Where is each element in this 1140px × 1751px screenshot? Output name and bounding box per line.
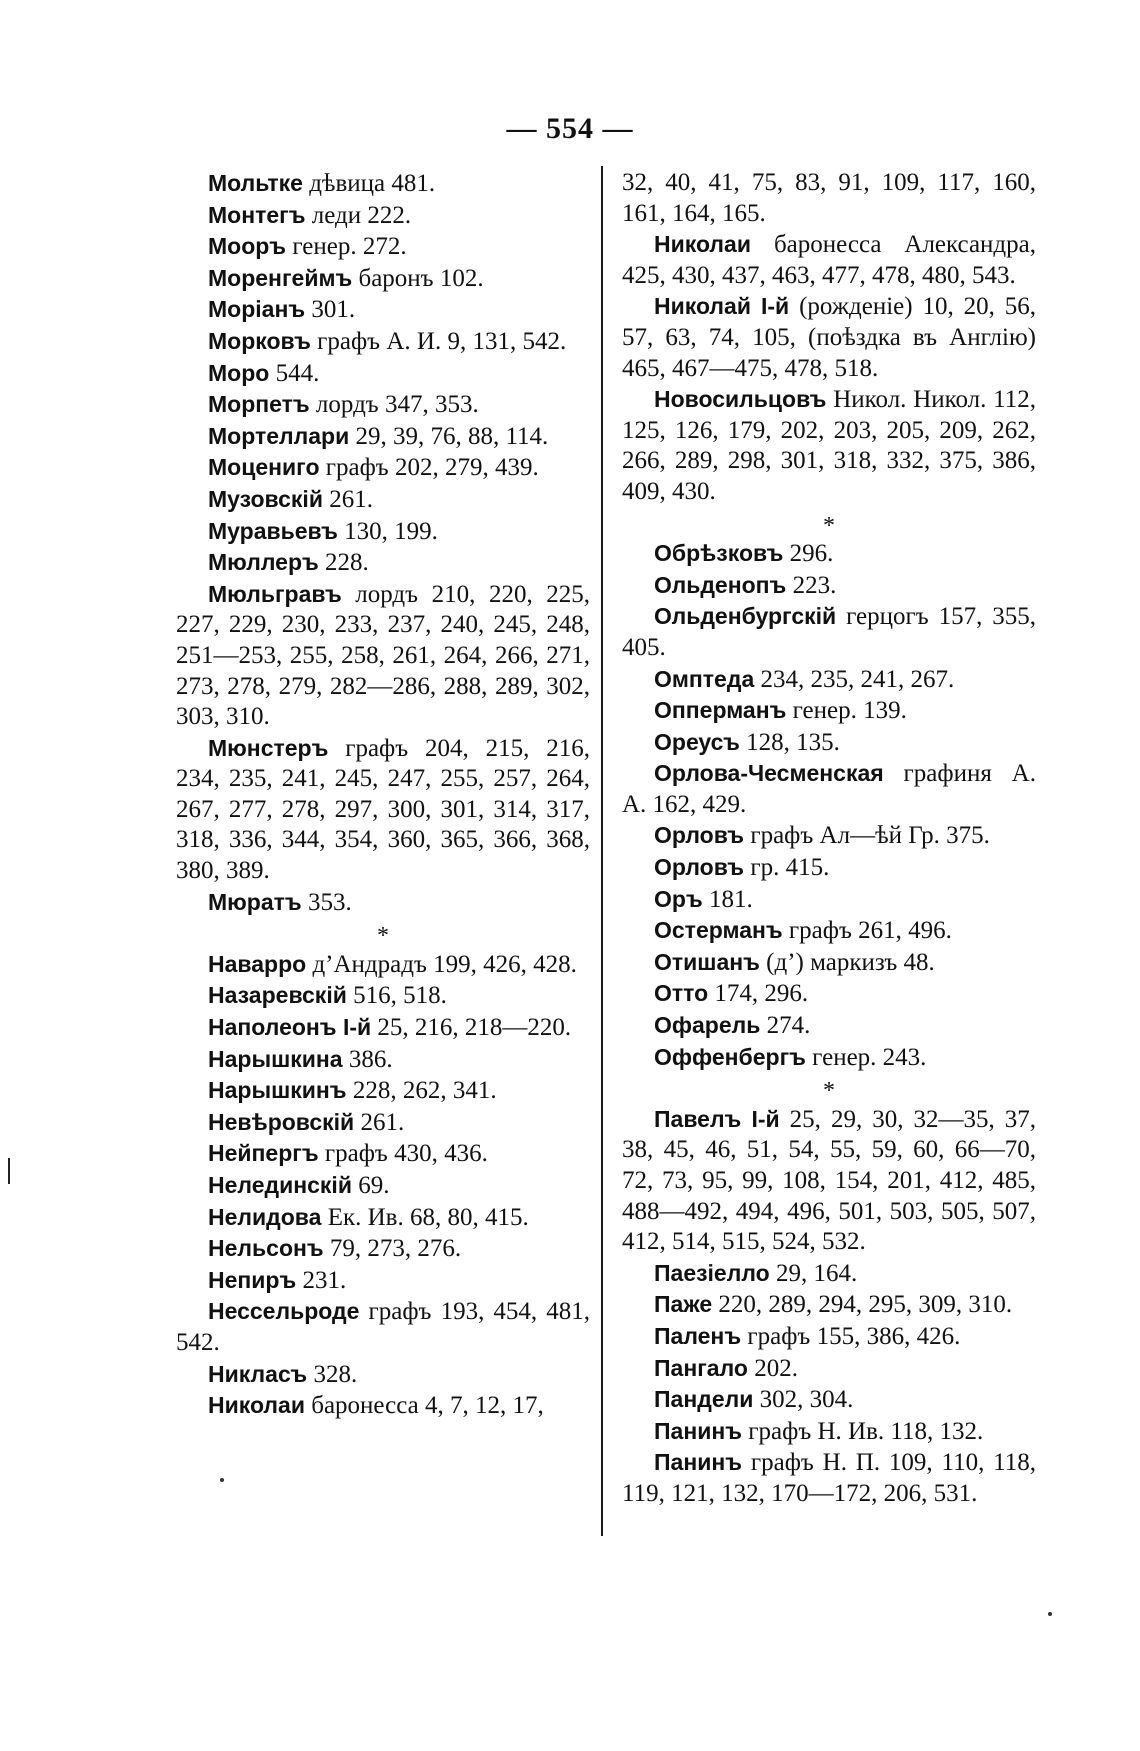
index-entry [622,1416,1036,1448]
entry-name: Николай І-й [654,293,790,320]
index-entry [176,263,590,295]
entry-pages: лордъ 210, 220, 225, 227, 229, 230, 233, 237, 240, 245, 248, 251—253, 255, 258, 261, 264, 266, 271, 273, 278, 279, 282—286, 288, 289, 302, 303, 310. [176,580,590,731]
entry-pages: 261. [354,1108,405,1136]
entry-name: Морпетъ [208,391,310,418]
entry-pages: графъ 430, 436. [318,1140,488,1168]
entry-pages: 128, 135. [739,728,840,756]
entry-name: Мюльгравъ [208,580,342,607]
entry-pages: 301. [305,296,356,324]
entry-pages: леди 222. [305,201,412,229]
index-entry [622,1104,1036,1258]
entry-pages: 29, 164. [769,1259,858,1287]
margin-mark [8,1158,10,1184]
index-entry [622,1353,1036,1385]
entry-pages: графъ 261, 496. [782,917,952,945]
entry-pages: 234, 235, 241, 267. [754,665,955,693]
index-entry [176,1170,590,1202]
index-entry [622,570,1036,602]
entry-pages: 29, 39, 76, 88, 114. [349,422,549,450]
entry-name: Нарышкинъ [208,1077,347,1104]
index-entry [622,915,1036,947]
entry-name: Назаревскій [208,982,347,1009]
index-entry [622,384,1036,507]
entry-name: Ольденопъ [654,571,787,598]
index-entry [176,547,590,579]
index-entry [622,1010,1036,1042]
entry-pages: Никол. Никол. 112, 125, 126, 179, 202, 203, 205, 209, 262, 266, 289, 298, 301, 318, 332, 375, 386, 409, 430. [622,386,1036,505]
entry-name: Орловъ [654,822,745,849]
index-entry [622,947,1036,979]
index-entry [622,1321,1036,1353]
entry-pages: 228, 262, 341. [346,1077,497,1105]
index-entry [176,733,590,887]
entry-pages: (д’) маркизъ 48. [759,948,935,976]
index-entry [176,1012,590,1044]
entry-pages: 202. [747,1354,798,1382]
entry-name: Ольденбургскій [654,603,837,630]
entry-pages: генер. 243. [805,1043,927,1071]
speck-mark [220,1478,224,1482]
entry-pages: 32, 40, 41, 75, 83, 91, 109, 117, 160, 161, 164, 165. [622,169,1036,227]
entry-pages: герцогъ 157, 355, 405. [622,603,1036,661]
index-entry [176,1138,590,1170]
entry-pages: баронъ 102. [352,264,484,292]
entry-name: Монтегъ [208,201,306,228]
section-separator: * [823,512,835,539]
entry-pages: Ек. Ив. 68, 80, 415. [321,1203,529,1231]
entry-name: Нессельроде [208,1298,360,1325]
entry-name: Мооръ [208,233,287,260]
index-entry [622,1384,1036,1416]
entry-name: Мортеллари [208,422,350,449]
entry-pages: 130, 199. [337,517,438,545]
entry-name: Отишанъ [654,948,760,975]
entry-name: Нелединскій [208,1172,352,1198]
index-entry [176,1359,590,1391]
entry-pages: графъ 204, 215, 216, 234, 235, 241, 245, 247, 255, 257, 264, 267, 277, 278, 297, 300, 301, 314, 317, 318, 336, 344, 354, 360, 365, 366, 368, 380, 389. [176,734,590,885]
entry-name: Паже [654,1291,713,1318]
entry-pages: 302, 304. [753,1386,854,1414]
entry-pages: графъ А. И. 9, 131, 542. [310,327,567,355]
entry-name: Моцениго [208,454,320,481]
entry-name: Наварро [208,950,307,977]
entry-pages: 79, 273, 276. [323,1235,462,1263]
section-separator: * [377,923,389,950]
entry-name: Паезіелло [654,1259,770,1286]
index-entry [176,949,590,981]
entry-name: Николаи [654,231,751,258]
index-entry [176,294,590,326]
entry-pages: баронесса Александра, 425, 430, 437, 463, 477, 478, 480, 543. [622,231,1036,289]
entry-name: Отто [654,980,709,1007]
index-entry [622,229,1036,291]
entry-pages: 25, 29, 30, 32—35, 37, 38, 45, 46, 51, 54, 55, 59, 60, 66—70, 72, 73, 95, 99, 108, 154, 201, 412, 485, 488—492, 494, 496, 501, 503, 505, 507, 412, 514, 515, 524, 532. [622,1105,1036,1256]
index-entry [622,168,1036,229]
index-entry [176,1044,590,1076]
entry-pages: баронесса 4, 7, 12, 17, [304,1392,544,1420]
entry-pages: 223. [786,571,837,599]
entry-pages: графъ Ал—ѣй Гр. 375. [744,822,990,850]
entry-name: Оръ [654,885,703,912]
index-entry [176,1202,590,1234]
entry-pages: 25, 216, 218—220. [371,1014,572,1042]
entry-pages: 220, 289, 294, 295, 309, 310. [712,1291,1013,1319]
entry-name: Наполеонъ І-й [208,1014,372,1041]
index-entry [176,1265,590,1297]
index-entry [176,1296,590,1358]
entry-name: Ореусъ [654,728,740,755]
index-entry [622,1289,1036,1321]
index-entry [176,887,590,919]
entry-name: Обрѣзковъ [654,540,784,567]
index-entry [622,758,1036,820]
index-entry [622,1447,1036,1509]
index-entry [622,664,1036,696]
entry-name: Пандели [654,1386,754,1413]
entry-pages: лордъ 347, 353. [309,391,479,419]
entry-name: Паленъ [654,1322,742,1349]
entry-name: Мюратъ [208,888,302,915]
entry-pages: 353. [301,888,352,916]
entry-pages: 228. [318,549,369,577]
entry-name: Панинъ [654,1449,743,1476]
entry-pages: 69. [351,1172,390,1199]
index-column-right [622,168,1036,1510]
entry-pages: 386. [342,1045,393,1073]
index-entry [176,980,590,1012]
entry-name: Николаи [208,1392,305,1419]
entry-pages: 296. [783,540,834,568]
index-entry [176,1390,590,1422]
index-entry [622,978,1036,1010]
entry-name: Мюллеръ [208,549,319,576]
entry-pages: графъ Н. Ив. 118, 132. [742,1417,984,1445]
entry-name: Панинъ [654,1417,743,1444]
entry-name: Нарышкина [208,1045,343,1072]
entry-name: Невѣровскій [208,1108,355,1135]
entry-pages: 516, 518. [346,982,447,1010]
entry-name: Пангало [654,1354,748,1381]
index-entry [176,358,590,390]
entry-name: Опперманъ [654,697,787,724]
section-separator: * [823,1078,835,1105]
index-entry [176,452,590,484]
index-entry [176,168,590,200]
index-entry [622,1042,1036,1074]
entry-pages: графъ 155, 386, 426. [741,1322,961,1350]
page-number: — 554 — [506,112,634,145]
entry-name: Орлова-Чесменская [654,760,884,787]
index-entry [622,695,1036,727]
index-entry [176,389,590,421]
index-entry [622,852,1036,884]
entry-pages: 274. [760,1012,811,1040]
index-entry [622,727,1036,759]
index-entry [176,326,590,358]
entry-pages: графъ Н. П. 109, 110, 118, 119, 121, 132, 170—172, 206, 531. [622,1449,1036,1507]
entry-pages: 181. [702,885,753,913]
entry-name: Омптеда [654,665,755,692]
entry-name: Остерманъ [654,917,783,944]
entry-pages: 261. [322,485,373,513]
entry-pages: генер. 272. [286,233,407,261]
entry-name: Непиръ [208,1266,297,1293]
entry-pages: 544. [269,359,320,387]
entry-pages: д’Андрадъ 199, 426, 428. [306,950,577,978]
entry-name: Музовскій [208,485,323,512]
entry-pages: графъ 202, 279, 439. [319,454,539,482]
entry-name: Никласъ [208,1360,308,1387]
entry-pages: графъ 193, 454, 481, 542. [176,1298,590,1356]
index-entry [176,579,590,733]
entry-name: Новосильцовъ [654,386,827,413]
entry-name: Нельсонъ [208,1235,324,1262]
index-entry [622,1258,1036,1290]
entry-name: Оффенбергъ [654,1043,806,1070]
index-entry [622,884,1036,916]
index-entry [176,484,590,516]
entry-name: Нелидова [208,1203,322,1230]
index-entry [176,231,590,263]
entry-name: Нейпергъ [208,1140,319,1167]
index-entry [176,516,590,548]
entry-name: Муравьевъ [208,517,338,544]
entry-pages: графиня А. А. 162, 429. [622,760,1036,818]
entry-pages: 328. [307,1360,358,1388]
index-entry [176,1107,590,1139]
index-entry [622,820,1036,852]
entry-name: Орловъ [654,854,745,881]
speck-mark [1048,1612,1052,1616]
index-entry [176,421,590,453]
entry-name: Мольтке [208,170,303,196]
entry-pages: (рожденіе) 10, 20, 56, 57, 63, 74, 105, (поѣздка въ Англію) 465, 467—475, 478, 518. [622,293,1036,382]
entry-name: Морковъ [208,327,311,354]
entry-name: Офарель [654,1012,761,1039]
entry-name: Моріанъ [208,296,306,323]
index-entry [176,200,590,232]
entry-name: Моренгеймъ [208,264,353,291]
index-entry [176,1075,590,1107]
entry-name: Мюнстеръ [208,734,329,761]
entry-name: Моро [208,359,270,386]
index-entry [622,601,1036,663]
index-column-left [176,168,590,1422]
column-divider [601,166,603,1536]
index-entry [622,538,1036,570]
entry-name: Павелъ І-й [654,1105,780,1132]
entry-pages: 231. [296,1266,347,1294]
entry-pages: генер. 139. [786,697,907,725]
entry-pages: гр. 415. [744,854,830,882]
index-entry [176,1233,590,1265]
index-entry [622,291,1036,384]
entry-pages: 174, 296. [708,980,809,1008]
entry-pages: дѣвица 481. [302,170,436,197]
